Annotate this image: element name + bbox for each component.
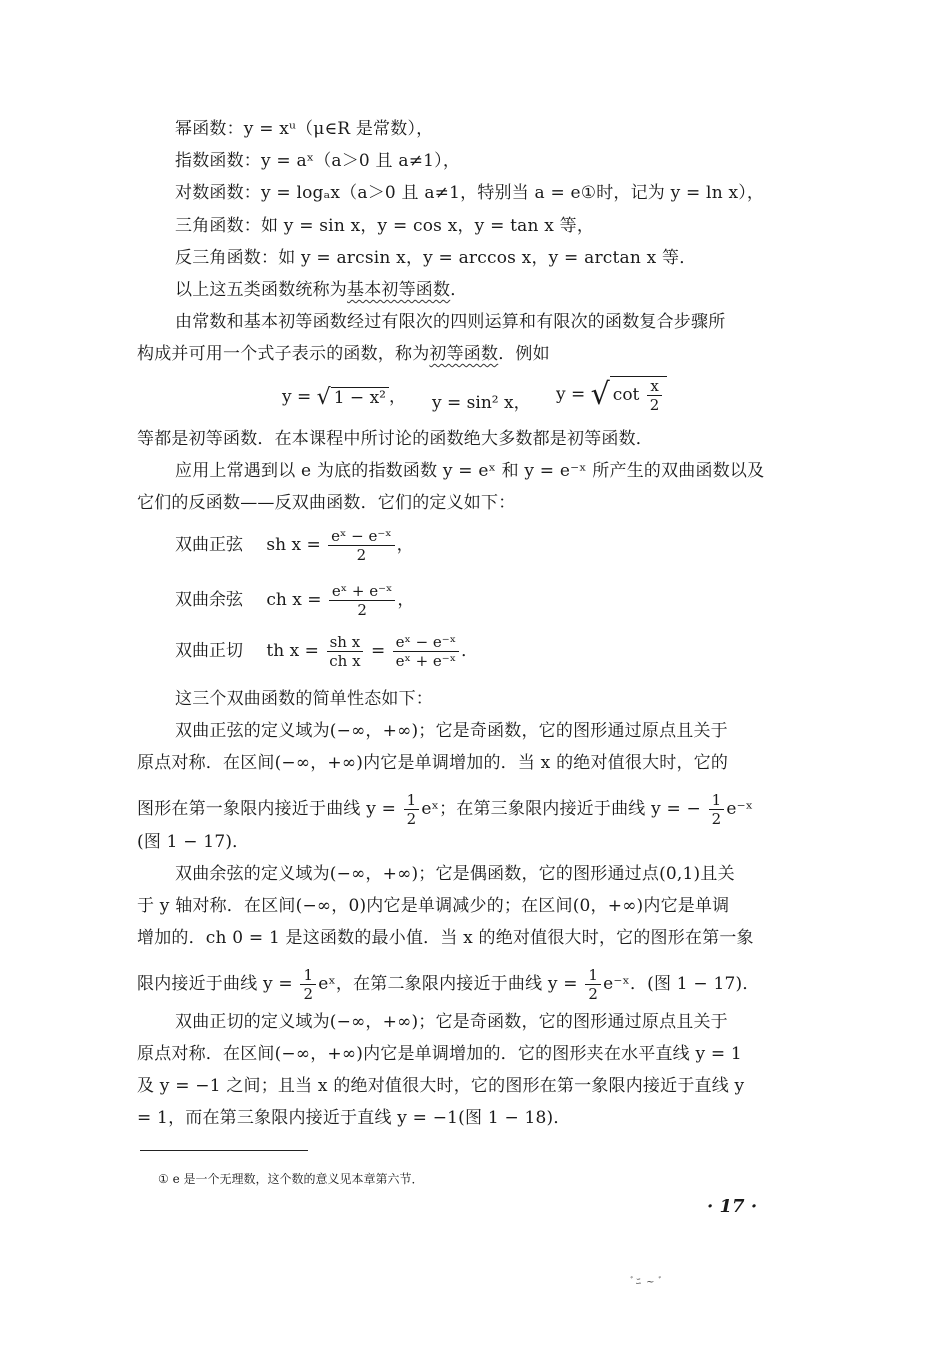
sh-l3a: 图形在第一象限内接近于曲线 y = <box>137 799 397 819</box>
sh-para-line2: 原点对称．在区间(−∞，+∞)内它是单调增加的．当 x 的绝对值很大时，它的 <box>137 753 729 773</box>
th-den1: ch x <box>329 652 361 670</box>
ch-fraction <box>329 582 396 619</box>
th-tail: ． <box>461 641 479 661</box>
inverse-trig-function-line: 反三角函数：如 y = arcsin x，y = arccos x，y = arctan x 等． <box>175 248 697 268</box>
th-para-line4: = 1，而在第三象限内接近于直线 y = −1(图 1 − 18)． <box>137 1108 571 1128</box>
summary-prefix: 以上这五类函数统称为 <box>175 280 347 300</box>
footnote-rule <box>140 1150 308 1151</box>
summary-suffix: ． <box>450 280 468 300</box>
example-formula-sqrt <box>282 382 406 409</box>
power-function-line: 幂函数：y = xᵘ（μ∈R 是常数）， <box>175 119 434 139</box>
ch-para-line2: 于 y 轴对称．在区间(−∞，0)内它是单调减少的；在区间(0，+∞)内它是单调 <box>137 896 730 916</box>
term-elementary: 初等函数 <box>429 344 499 364</box>
sh-l3b: eˣ；在第三象限内接近于曲线 y = − <box>421 799 701 819</box>
def-th <box>175 633 478 670</box>
th-den2: eˣ + e⁻ˣ <box>395 652 457 670</box>
ch-l4b: eˣ，在第二象限内接近于曲线 y = <box>318 974 578 994</box>
th-para-line1: 双曲正切的定义域为(−∞，+∞)；它是奇函数，它的图形通过原点且关于 <box>175 1012 728 1032</box>
basic-elementary-summary <box>175 279 467 301</box>
ch-lhs: ch x = <box>266 590 322 610</box>
ch-label: 双曲余弦 <box>175 590 243 610</box>
hyperbolic-intro-line2: 它们的反函数——反双曲函数．它们的定义如下： <box>137 493 516 513</box>
frac-den: 2 <box>588 985 599 1003</box>
def-sh <box>175 527 414 564</box>
trig-function-line: 三角函数：如 y = sin x，y = cos x，y = tan x 等， <box>175 216 595 236</box>
frac-den: 2 <box>303 985 314 1003</box>
sqrt-cot-expression <box>591 376 668 414</box>
frac-num: 1 <box>709 791 725 810</box>
ch-half-fraction <box>300 966 316 1003</box>
ch-para-line3: 增加的．ch 0 = 1 是这函数的最小值．当 x 的绝对值很大时，它的图形在第一象 <box>137 928 754 948</box>
ch-num: eˣ + e⁻ˣ <box>329 582 396 601</box>
scan-smudge: ﾞﾆ ~ ﾞ <box>630 1277 665 1288</box>
th-label: 双曲正切 <box>175 641 243 661</box>
elementary-def-line2 <box>137 343 550 365</box>
frac-num: 1 <box>585 966 601 985</box>
cot-radicand <box>610 376 668 414</box>
radical-sign-icon: √ <box>590 377 610 412</box>
hyperbolic-intro-line1: 应用上常遇到以 e 为底的指数函数 y = eˣ 和 y = e⁻ˣ 所产生的双曲函数以及 <box>175 461 765 481</box>
th-para-line2: 原点对称．在区间(−∞，+∞)内它是单调增加的．它的图形夹在水平直线 y = 1 <box>137 1044 742 1064</box>
elementary-after-line: 等都是初等函数．在本课程中所讨论的函数绝大多数都是初等函数． <box>137 429 653 449</box>
ch-l4c: e⁻ˣ．(图 1 − 17)． <box>603 974 760 994</box>
th-lhs: th x = <box>266 641 319 661</box>
sh-para-line3 <box>137 791 753 828</box>
properties-intro: 这三个双曲函数的简单性态如下： <box>175 689 433 709</box>
example-formula-sin: y = sin² x， <box>432 393 531 413</box>
frac-den: 2 <box>406 810 417 828</box>
example-formula-cot <box>556 376 667 414</box>
line2-prefix: 构成并可用一个式子表示的函数，称为 <box>137 344 430 364</box>
line2-suffix: ．例如 <box>498 344 550 364</box>
sh-fraction <box>328 527 395 564</box>
cot-word: cot <box>612 385 640 405</box>
th-para-line3: 及 y = −1 之间；且当 x 的绝对值很大时，它的图形在第一象限内接近于直线 y <box>137 1076 745 1096</box>
cot-frac-den: 2 <box>649 396 660 414</box>
radical-sign-icon: √ <box>316 384 331 410</box>
ch-para-line4 <box>137 966 760 1003</box>
ex3-lhs: y = <box>556 384 586 405</box>
footnote: ① e 是一个无理数，这个数的意义见本章第六节． <box>158 1172 424 1186</box>
ex1-radicand: 1 − x² <box>331 387 389 408</box>
page-number: · 17 · <box>707 1196 758 1217</box>
ch-half-fraction-2 <box>585 966 601 1003</box>
sqrt-expression <box>316 384 389 410</box>
ex1-lhs: y = <box>282 387 312 407</box>
exponential-function-line: 指数函数：y = aˣ（a＞0 且 a≠1）， <box>175 151 461 171</box>
def-ch <box>175 582 414 619</box>
cot-fraction <box>647 377 663 414</box>
ch-para-line1: 双曲余弦的定义域为(−∞，+∞)；它是偶函数，它的图形通过点(0,1)且关 <box>175 864 735 884</box>
frac-num: 1 <box>300 966 316 985</box>
sh-para-line4: (图 1 − 17)． <box>137 832 250 852</box>
ch-l4a: 限内接近于曲线 y = <box>137 974 293 994</box>
sh-lhs: sh x = <box>266 535 321 555</box>
elementary-def-line1: 由常数和基本初等函数经过有限次的四则运算和有限次的函数复合步骤所 <box>175 312 726 332</box>
term-basic-elementary: 基本初等函数 <box>347 280 451 300</box>
th-fraction-1 <box>326 633 363 670</box>
sh-l3c: e⁻ˣ <box>726 799 754 819</box>
ch-tail: ， <box>397 590 415 610</box>
sh-den: 2 <box>356 546 367 564</box>
frac-den: 2 <box>711 810 722 828</box>
logarithmic-function-line: 对数函数：y = logₐx（a＞0 且 a≠1，特别当 a = e①时，记为 y = ln x）， <box>175 183 765 203</box>
ch-den: 2 <box>357 601 367 619</box>
th-num2: eˣ − e⁻ˣ <box>393 633 460 652</box>
frac-num: 1 <box>404 791 420 810</box>
th-num1: sh x <box>327 633 364 652</box>
sh-tail: ， <box>396 535 414 555</box>
sh-half-fraction-2 <box>709 791 725 828</box>
sh-half-fraction <box>404 791 420 828</box>
sh-label: 双曲正弦 <box>175 535 243 555</box>
sh-num: eˣ − e⁻ˣ <box>328 527 395 546</box>
cot-frac-num: x <box>647 377 661 396</box>
th-fraction-2 <box>393 633 460 670</box>
th-eq: = <box>370 641 386 661</box>
sh-para-line1: 双曲正弦的定义域为(−∞，+∞)；它是奇函数，它的图形通过原点且关于 <box>175 721 728 741</box>
ex1-tail: ， <box>388 387 406 407</box>
